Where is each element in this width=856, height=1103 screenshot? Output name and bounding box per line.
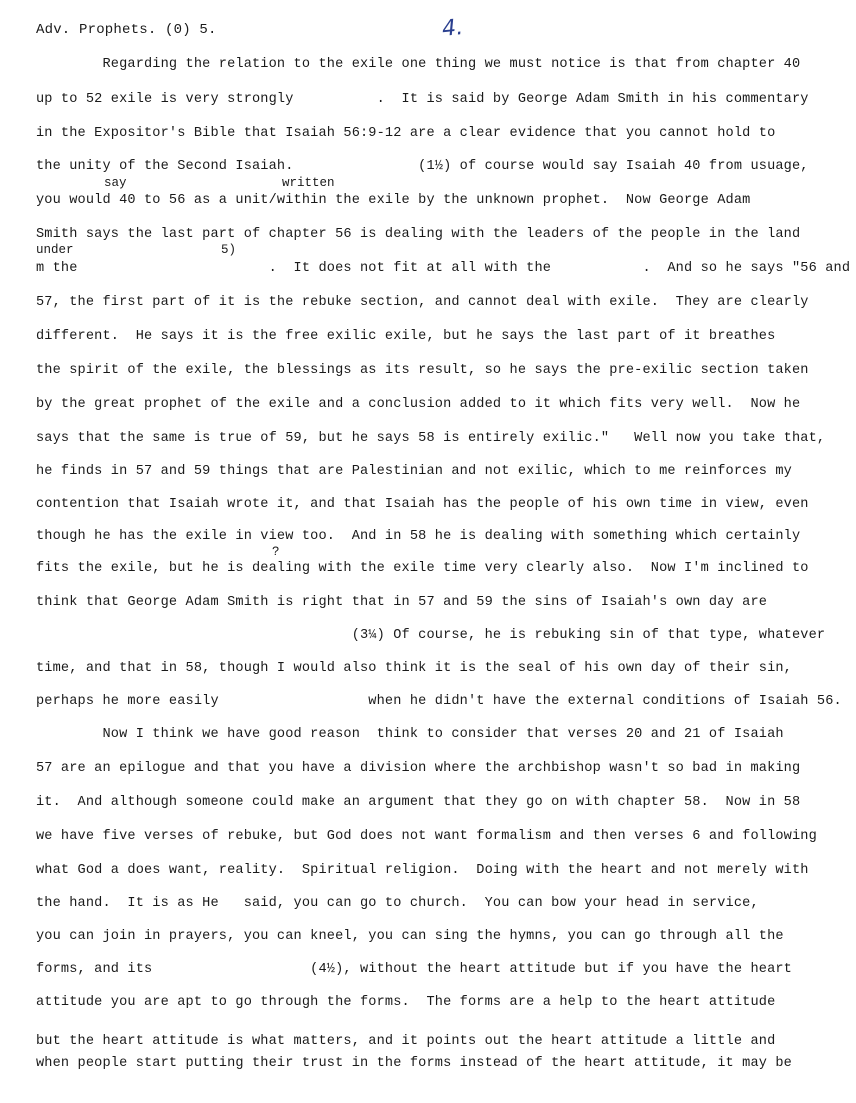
text-line-24: we have five verses of rebuke, but God does not want formalism and then verses 6 and following (36, 829, 817, 844)
text-line-19: time, and that in 58, though I would also think it is the seal of his own day of their sin, (36, 661, 792, 676)
text-line-9: different. He says it is the free exilic exile, but he says the last part of it breathes (36, 329, 776, 344)
text-line-4: the unity of the Second Isaiah. (1½) of course would say Isaiah 40 from usuage, (36, 159, 809, 174)
text-line-7: m the . It does not fit at all with the . And so he says "56 and (36, 261, 851, 276)
text-line-29: attitude you are apt to go through the forms. The forms are a help to the heart attitude (36, 995, 776, 1010)
text-line-30: but the heart attitude is what matters, and it points out the heart attitude a little and (36, 1034, 776, 1049)
text-line-3: in the Expositor's Bible that Isaiah 56:9-12 are a clear evidence that you cannot hold to (36, 126, 776, 141)
interlinear-under: under (36, 243, 74, 257)
text-line-17: think that George Adam Smith is right that in 57 and 59 the sins of Isaiah's own day are (36, 595, 768, 610)
text-line-18: (3¼) Of course, he is rebuking sin of that type, whatever (36, 628, 826, 643)
text-line-21: Now I think we have good reason think to consider that verses 20 and 21 of Isaiah (36, 727, 784, 742)
handwritten-page-number: 4. (440, 14, 465, 43)
text-line-14: contention that Isaiah wrote it, and that Isaiah has the people of his own time in view, even (36, 497, 809, 512)
interlinear-question: ? (272, 545, 280, 559)
interlinear-written: written (282, 176, 335, 190)
text-line-26: the hand. It is as He said, you can go to church. You can bow your head in service, (36, 896, 759, 911)
text-line-11: by the great prophet of the exile and a conclusion added to it which fits very well. Now he (36, 397, 801, 412)
text-line-10: the spirit of the exile, the blessings as its result, so he says the pre-exilic section taken (36, 363, 809, 378)
text-line-1: Regarding the relation to the exile one thing we must notice is that from chapter 40 (36, 57, 801, 72)
text-line-28: forms, and its (4½), without the heart attitude but if you have the heart (36, 962, 792, 977)
text-line-20: perhaps he more easily when he didn't have the external conditions of Isaiah 56. (36, 694, 842, 709)
text-line-25: what God a does want, reality. Spiritual religion. Doing with the heart and not merely with (36, 863, 809, 878)
text-line-2: up to 52 exile is very strongly . It is said by George Adam Smith in his commentary (36, 92, 809, 107)
text-line-12: says that the same is true of 59, but he says 58 is entirely exilic." Well now you take that, (36, 431, 826, 446)
interlinear-five: 5) (221, 243, 237, 257)
header-title: Adv. Prophets. (0) 5. (36, 22, 217, 38)
text-line-22: 57 are an epilogue and that you have a division where the archbishop wasn't so bad in making (36, 761, 801, 776)
text-line-15: though he has the exile in view too. And in 58 he is dealing with something which certainly (36, 529, 801, 544)
text-line-27: you can join in prayers, you can kneel, you can sing the hymns, you can go through all the (36, 929, 784, 944)
text-line-5: you would 40 to 56 as a unit/within the exile by the unknown prophet. Now George Adam (36, 193, 751, 208)
text-line-31: when people start putting their trust in the forms instead of the heart attitude, it may be (36, 1056, 792, 1071)
interlinear-say: say (104, 176, 127, 190)
text-line-23: it. And although someone could make an argument that they go on with chapter 58. Now in 58 (36, 795, 801, 810)
text-line-8: 57, the first part of it is the rebuke section, and cannot deal with exile. They are clearly (36, 295, 809, 310)
text-line-16: fits the exile, but he is dealing with the exile time very clearly also. Now I'm inclined to (36, 561, 809, 576)
text-line-13: he finds in 57 and 59 things that are Palestinian and not exilic, which to me reinforces my (36, 464, 792, 479)
text-line-6: Smith says the last part of chapter 56 is dealing with the leaders of the people in the land (36, 227, 801, 242)
